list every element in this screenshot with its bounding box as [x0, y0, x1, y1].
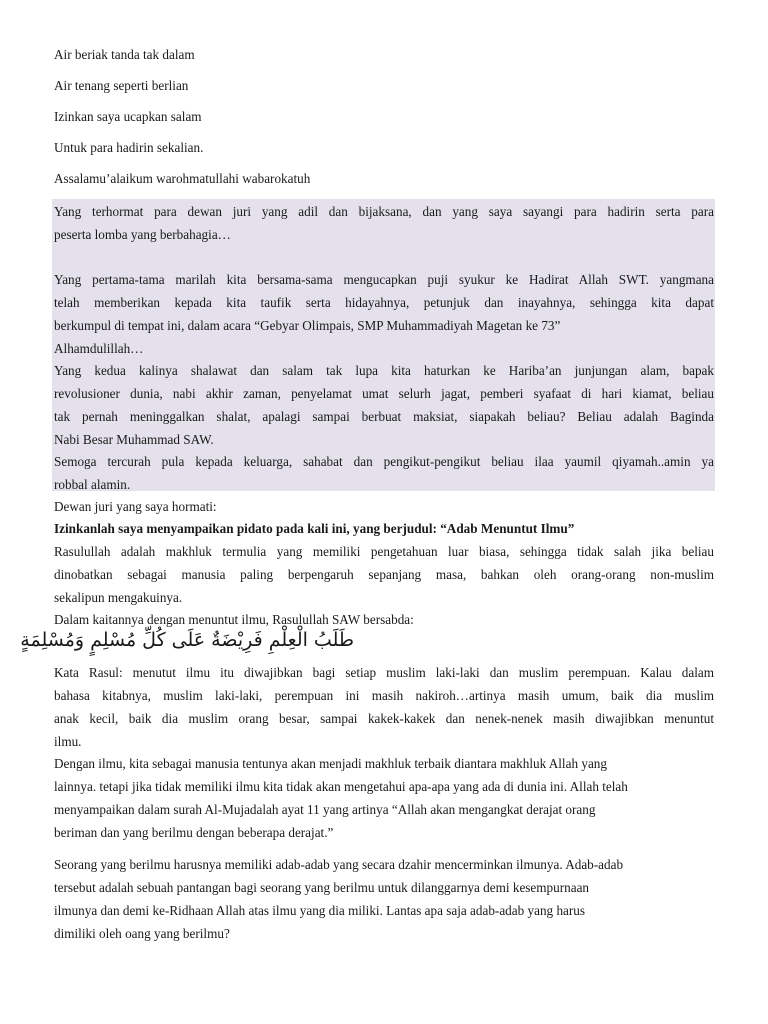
paragraph-line: telah memberikan kepada kita taufik serta hidayahnya, petunjuk dan inayahnya, sehingga kita dapat — [54, 295, 714, 310]
arabic-hadith: طَلَبُ الْعِلْمِ فَرِيْضَةٌ عَلَى كُلِّ مُسْلِمٍ وَمُسْلِمَةٍ — [20, 629, 354, 651]
paragraph-line: berkumpul di tempat ini, dalam acara “Gebyar Olimpais, SMP Muhammadiyah Magetan ke 73” — [54, 318, 561, 333]
greeting-line: Dewan juri yang saya hormati: — [54, 499, 217, 514]
paragraph-line: Yang kedua kalinya shalawat dan salam tak lupa kita haturkan ke Hariba’an junjungan alam, bapak — [54, 363, 714, 378]
paragraph-line: beriman dan yang berilmu dengan beberapa derajat.” — [54, 825, 334, 840]
paragraph-line: Semoga tercurah pula kepada keluarga, sahabat dan pengikut-pengikut beliau ilaa yaumil qiyamah..amin ya — [54, 454, 714, 469]
paragraph-line: Yang terhormat para dewan juri yang adil dan bijaksana, dan yang saya sayangi para hadirin serta para — [54, 204, 714, 219]
paragraph-line: sekalipun mengakuinya. — [54, 590, 183, 605]
paragraph-line: revolusioner dunia, nabi akhir zaman, penyelamat umat selurh jagat, pemberi syafaat di hari kiamat, beliau — [54, 386, 714, 401]
paragraph-line: tak pernah meninggalkan shalat, apalagi sampai berbuat maksiat, siapakah beliau? Beliau adalah Baginda — [54, 409, 714, 424]
paragraph-line: Seorang yang berilmu harusnya memiliki adab-adab yang secara dzahir mencerminkan ilmunya. Adab-adab — [54, 857, 624, 872]
paragraph-line: ilmunya dan demi ke-Ridhaan Allah atas ilmu yang dia miliki. Lantas apa saja adab-adab yang harus — [54, 903, 586, 918]
paragraph-line: Rasulullah adalah makhluk termulia yang memiliki pengetahuan luar biasa, sehingga tidak salah jika beliau — [54, 544, 714, 559]
paragraph-line: lainnya. tetapi jika tidak memiliki ilmu kita tidak akan mengetahui apa-apa yang ada di dunia ini. Allah telah — [54, 779, 628, 794]
paragraph-line: dimiliki oleh oang yang berilmu? — [54, 926, 230, 941]
paragraph-line: Alhamdulillah… — [54, 341, 144, 356]
poem-line: Izinkan saya ucapkan salam — [54, 109, 202, 124]
paragraph-line: anak kecil, baik dia muslim orang besar, sampai kakek-kakek dan nenek-nenek masih diwajibkan menuntut — [54, 711, 714, 726]
paragraph-line: tersebut adalah sebuah pantangan bagi seorang yang berilmu untuk dilanggarnya demi kesempurnaan — [54, 880, 590, 895]
salam-line: Assalamu’alaikum warohmatullahi wabarokatuh — [54, 171, 311, 186]
paragraph-line: Kata Rasul: menutut ilmu itu diwajibkan bagi setiap muslim laki-laki dan muslim perempuan. Kalau dalam — [54, 665, 714, 680]
hadith-intro: Dalam kaitannya dengan menuntut ilmu, Rasulullah SAW bersabda: — [54, 612, 414, 627]
poem-line: Air tenang seperti berlian — [54, 78, 189, 93]
speech-title: Izinkanlah saya menyampaikan pidato pada kali ini, yang berjudul: “Adab Menuntut Ilmu” — [54, 521, 575, 536]
paragraph-line: robbal alamin. — [54, 477, 131, 492]
paragraph-line: ilmu. — [54, 734, 82, 749]
paragraph-line: menyampaikan dalam surah Al-Mujadalah ayat 11 yang artinya “Allah akan mengangkat derajat orang — [54, 802, 596, 817]
poem-line: Air beriak tanda tak dalam — [54, 47, 195, 62]
paragraph-line: Dengan ilmu, kita sebagai manusia tentunya akan menjadi makhluk terbaik diantara makhluk Allah yang — [54, 756, 607, 771]
paragraph-line: peserta lomba yang berbahagia… — [54, 227, 231, 242]
poem-line: Untuk para hadirin sekalian. — [54, 140, 204, 155]
paragraph-line: Yang pertama-tama marilah kita bersama-sama mengucapkan puji syukur ke Hadirat Allah SWT. yangmana — [54, 272, 714, 287]
paragraph-line: bahasa kitabnya, muslim laki-laki, perempuan ini masih nakiroh…artinya masih umum, baik dia muslim — [54, 688, 714, 703]
paragraph-line: Nabi Besar Muhammad SAW. — [54, 432, 214, 447]
paragraph-line: dinobatkan sebagai manusia paling berpengaruh sepanjang masa, bahkan oleh orang-orang non-muslim — [54, 567, 714, 582]
